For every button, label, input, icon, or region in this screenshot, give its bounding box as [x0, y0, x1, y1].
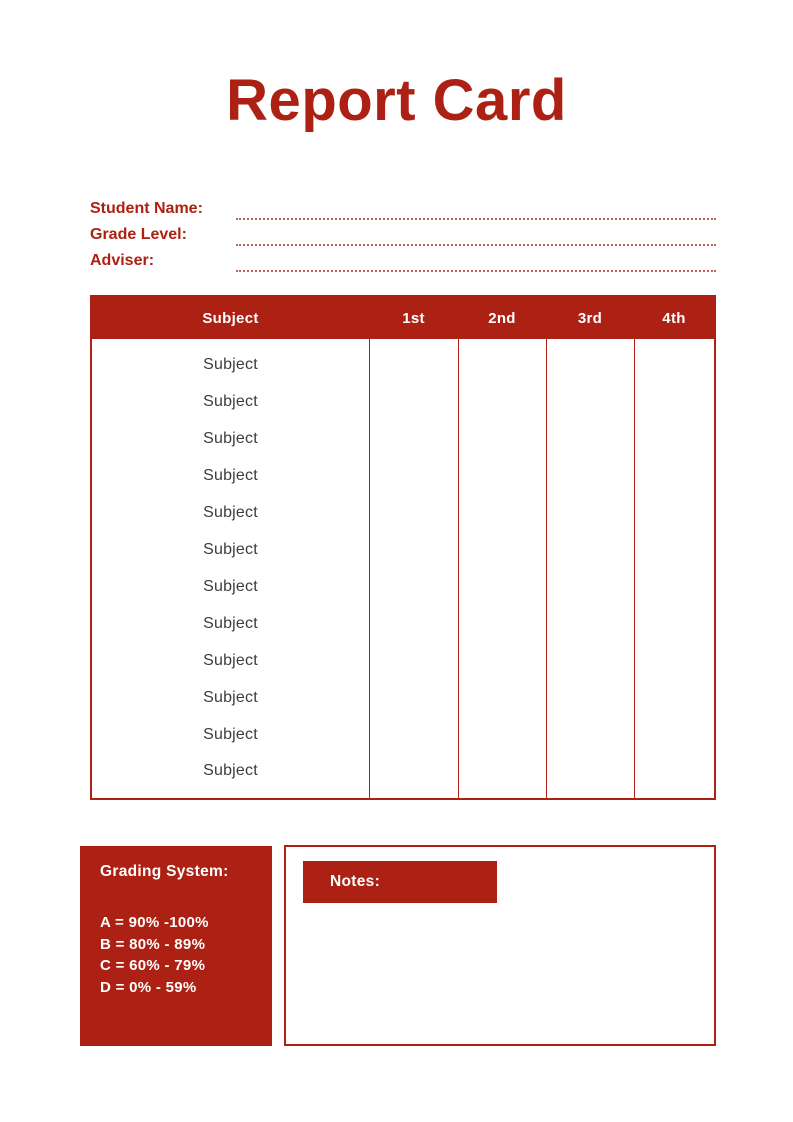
grading-scale-d: D = 0% - 59% — [100, 978, 197, 996]
notes-label: Notes: — [303, 861, 497, 903]
subject-row: Subject — [203, 504, 258, 522]
subject-row: Subject — [203, 356, 258, 374]
grade-level-field[interactable] — [236, 226, 716, 246]
subject-row: Subject — [203, 430, 258, 448]
column-header-2nd: 2nd — [488, 309, 516, 327]
column-header-1st: 1st — [402, 309, 425, 327]
grading-scale-b: B = 80% - 89% — [100, 935, 206, 953]
column-header-4th: 4th — [662, 309, 686, 327]
grade-column-3rd[interactable] — [546, 339, 634, 798]
subject-row: Subject — [203, 651, 258, 669]
subject-row: Subject — [203, 577, 258, 595]
grading-scale-list — [100, 912, 260, 998]
subject-row: Subject — [203, 540, 258, 558]
subject-row: Subject — [203, 688, 258, 706]
subject-column — [92, 339, 369, 798]
grades-table-body — [92, 339, 714, 798]
grade-column-2nd[interactable] — [458, 339, 546, 798]
grades-table-header — [92, 297, 714, 339]
notes-panel — [284, 845, 716, 1046]
grade-column-4th[interactable] — [634, 339, 714, 798]
grade-level-row — [90, 220, 716, 246]
subject-row: Subject — [203, 614, 258, 632]
page-title: Report Card — [226, 68, 567, 133]
grading-system-heading: Grading System: — [100, 863, 229, 880]
student-name-field[interactable] — [236, 200, 716, 220]
subject-row: Subject — [203, 725, 258, 743]
grading-scale-a: A = 90% -100% — [100, 914, 209, 931]
adviser-row — [90, 246, 716, 272]
adviser-label: Adviser: — [90, 252, 155, 269]
grade-level-label: Grade Level: — [90, 226, 187, 243]
student-name-row — [90, 194, 716, 220]
column-header-3rd: 3rd — [577, 309, 603, 327]
grading-scale-c: C = 60% - 79% — [100, 957, 206, 974]
student-info-section — [90, 194, 716, 272]
grade-column-1st[interactable] — [369, 339, 458, 798]
subject-row: Subject — [203, 762, 258, 780]
adviser-field[interactable] — [236, 252, 716, 272]
column-header-subject: Subject — [202, 309, 259, 327]
subject-row: Subject — [203, 393, 258, 411]
subject-row: Subject — [203, 467, 258, 485]
grades-table — [90, 295, 716, 800]
grading-system-panel — [80, 846, 272, 1046]
notes-content-area[interactable] — [303, 911, 700, 1034]
student-name-label: Student Name: — [90, 200, 203, 217]
